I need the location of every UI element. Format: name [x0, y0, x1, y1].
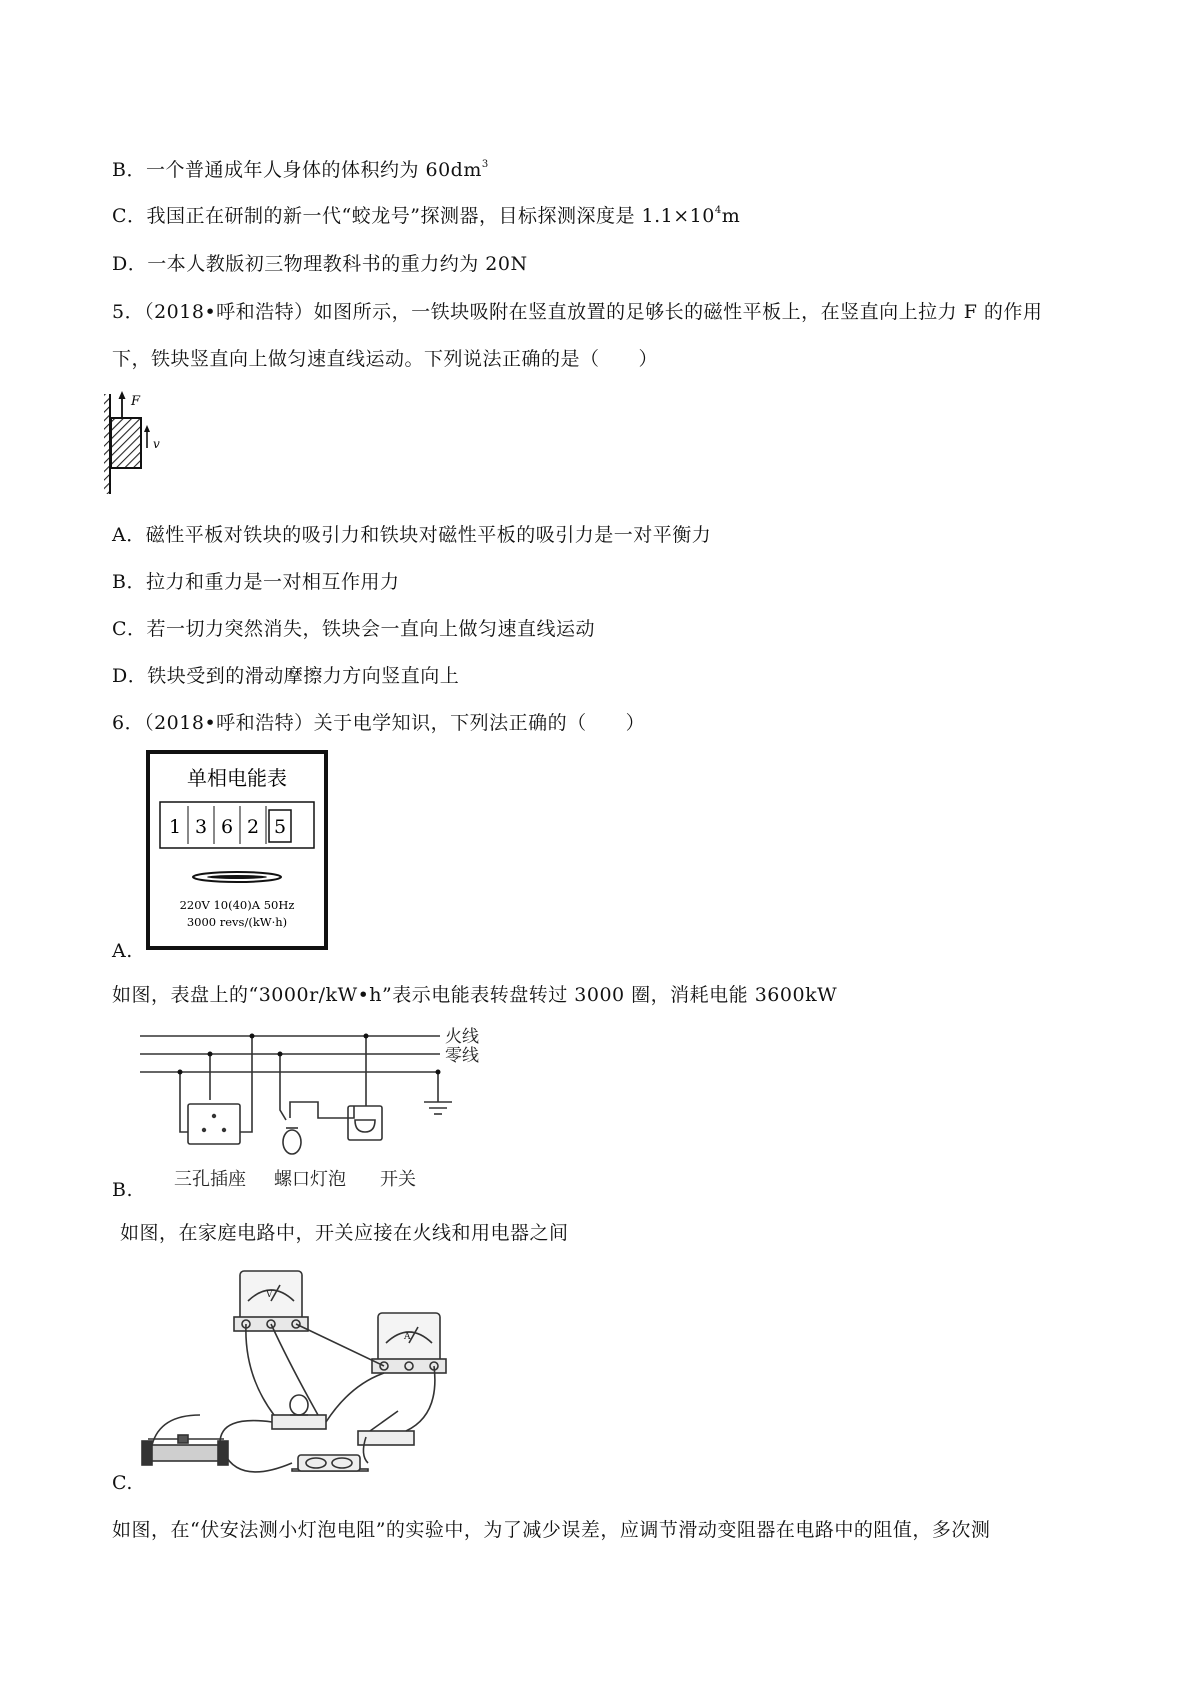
q5-option-c: C．若一切力突然消失，铁块会一直向上做匀速直线运动	[112, 618, 596, 640]
switch-label: 开关	[380, 1169, 416, 1190]
q4-option-b-exponent: 3	[481, 159, 489, 170]
velocity-label: v	[153, 437, 160, 451]
q4-option-c	[112, 203, 740, 229]
q6-option-b-text: 如图，在家庭电路中，开关应接在火线和用电器之间	[120, 1222, 569, 1244]
q6-figure-voltammetry-experiment	[140, 1265, 470, 1475]
meter-digit: 2	[246, 816, 260, 838]
screw-bulb	[283, 1130, 301, 1154]
q4-option-c-exponent: 4	[714, 205, 722, 216]
q4-option-b-text: B．一个普通成年人身体的体积约为 60dm	[112, 159, 482, 181]
meter-digit: 3	[194, 816, 208, 838]
bulb-holder	[272, 1395, 326, 1429]
q5-option-b: B．拉力和重力是一对相互作用力	[112, 571, 400, 593]
q4-option-c-text: C．我国正在研制的新一代“蛟龙号”探测器，目标探测深度是 1.1×10	[112, 205, 715, 227]
voltmeter-label: V	[266, 1290, 273, 1300]
meter-digit: 6	[220, 816, 234, 838]
three-hole-socket	[188, 1104, 240, 1144]
neutral-wire-label: 零线	[445, 1046, 479, 1066]
sliding-rheostat	[142, 1435, 228, 1465]
live-wire-label: 火线	[445, 1027, 479, 1047]
iron-block	[111, 418, 141, 468]
battery-box	[292, 1455, 368, 1471]
meter-spec-line-2: 3000 revs/(kW·h)	[186, 915, 288, 929]
ammeter	[372, 1313, 446, 1373]
q5-option-d: D．铁块受到的滑动摩擦力方向竖直向上	[112, 665, 460, 687]
q6-stem: 6．（2018•呼和浩特）关于电学知识，下列法正确的（ ）	[112, 712, 646, 734]
meter-digit: 1	[168, 816, 182, 838]
q4-option-d: D．一本人教版初三物理教科书的重力约为 20N	[112, 253, 528, 275]
voltmeter	[234, 1271, 308, 1331]
q5-stem-line-1: 5．（2018•呼和浩特）如图所示，一铁块吸附在竖直放置的足够长的磁性平板上，在竖直向上拉力 F 的作用	[112, 301, 1043, 323]
q5-stem-line-2: 下，铁块竖直向上做匀速直线运动。下列说法正确的是（ ）	[112, 348, 659, 370]
knife-switch	[358, 1411, 414, 1445]
meter-digit: 5	[273, 816, 287, 838]
q6-option-b-letter: B.	[112, 1179, 134, 1201]
q6-figure-electric-meter	[146, 750, 328, 950]
q6-option-a-letter: A.	[112, 940, 133, 962]
meter-title: 单相电能表	[187, 766, 287, 790]
q5-option-a: A．磁性平板对铁块的吸引力和铁块对磁性平板的吸引力是一对平衡力	[112, 524, 712, 546]
bulb-label: 螺口灯泡	[274, 1169, 346, 1190]
ammeter-label: A	[404, 1332, 411, 1342]
q5-figure-magnetic-board	[100, 390, 180, 500]
force-label: F	[131, 394, 141, 409]
meter-spec-line-1: 220V 10(40)A 50Hz	[179, 898, 295, 912]
socket-label: 三孔插座	[174, 1169, 246, 1190]
q4-option-b	[112, 157, 489, 183]
q6-option-c-text: 如图，在“伏安法测小灯泡电阻”的实验中，为了减少误差，应调节滑动变阻器在电路中的阻值，多次测	[112, 1519, 991, 1541]
q6-figure-household-circuit	[140, 1020, 490, 1192]
q4-option-c-unit: m	[721, 205, 741, 227]
q6-option-a-text: 如图，表盘上的“3000r/kW•h”表示电能表转盘转过 3000 圈，消耗电能 3600kW	[112, 984, 838, 1006]
wall-switch	[348, 1106, 382, 1140]
q6-option-c-letter: C.	[112, 1472, 133, 1494]
